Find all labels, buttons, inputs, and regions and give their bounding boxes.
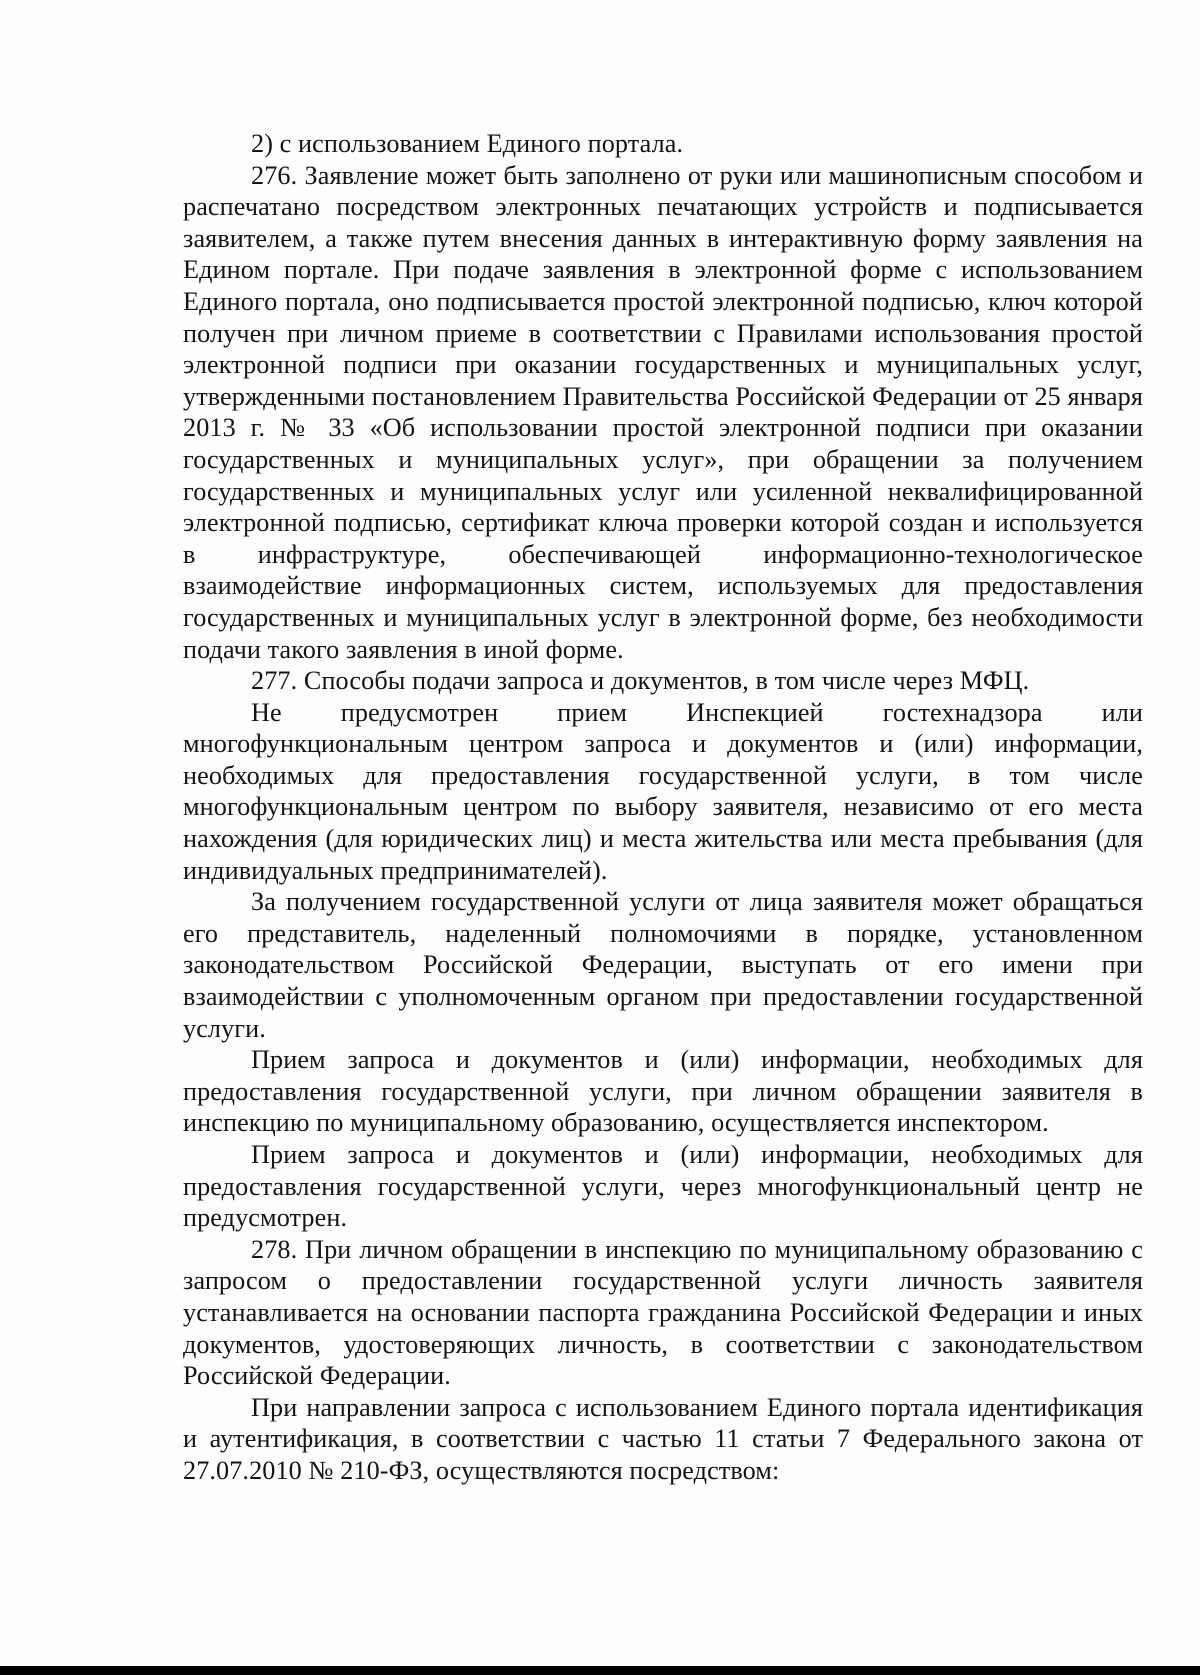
- paragraph-277-not-provided: Не предусмотрен прием Инспекцией гостехнадзора или многофункциональным центром запроса и документов и (или) информации, необходимых для предоставления государственной услуги, в том числе многофункциональным центром по выбору заявителя, независимо от его места нахождения (для юридических лиц) и места жительства или места пребывания (для индивидуальных предпринимателей).: [183, 697, 1143, 885]
- paragraph-item-2-portal: 2) с использованием Единого портала.: [251, 129, 684, 158]
- paragraph-278: 278. При личном обращении в инспекцию по муниципальному образованию с запросом о предоставлении государственной услуги личность заявителя устанавливается на основании паспорта гражданина Российской Федерации и иных документов, удостоверяющих личность, в соответствии с законодательством Российской Федерации.: [183, 1234, 1143, 1391]
- paragraph-278-portal-identification: При направлении запроса с использованием Единого портала идентификация и аутентификация, в соответствии с частью 11 статьи 7 Федерального закона от 27.07.2010 № 210-ФЗ, осуществляются посредством:: [183, 1392, 1143, 1485]
- paragraph-277-mfc: Прием запроса и документов и (или) информации, необходимых для предоставления государственной услуги, через многофункциональный центр не предусмотрен.: [183, 1140, 1143, 1233]
- document-body: [183, 128, 1143, 1487]
- paragraph-277-inspector: Прием запроса и документов и (или) информации, необходимых для предоставления государственной услуги, при личном обращении заявителя в инспекцию по муниципальному образованию, осуществляется инспектором.: [183, 1045, 1143, 1138]
- scan-bottom-edge: [0, 1666, 1200, 1675]
- paragraph-277-representative: За получением государственной услуги от лица заявителя может обращаться его представитель, наделенный полномочиями в порядке, установленном законодательством Российской Федерации, выступать от его имени при взаимодействии с уполномоченным органом при предоставлении государственной услуги.: [183, 887, 1143, 1043]
- paragraph-277: 277. Способы подачи запроса и документов, в том числе через МФЦ.: [251, 666, 1030, 696]
- paragraph-276: 276. Заявление может быть заполнено от руки или машинописным способом и распечатано посредством электронных печатающих устройств и подписывается заявителем, а также путем внесения данных в интерактивную форму заявления на Едином портале. При подаче заявления в электронной форме с использованием Единого портала, оно подписывается простой электронной подписью, ключ которой получен при личном приеме в соответствии с Правилами использования простой электронной подписи при оказании государственных и муниципальных услуг, утвержденными постановлением Правительства Российской Федерации от 25 января 2013 г. № 33 «Об использовании простой электронной подписи при оказании государственных и муниципальных услуг», при обращении за получением государственных и муниципальных услуг или усиленной неквалифицированной электронной подписью, сертификат ключа проверки которой создан и используется в инфраструктуре, обеспечивающей информационно-технологическое взаимодействие информационных систем, используемых для предоставления государственных и муниципальных услуг в электронной форме, без необходимости подачи такого заявления в иной форме.: [183, 160, 1143, 664]
